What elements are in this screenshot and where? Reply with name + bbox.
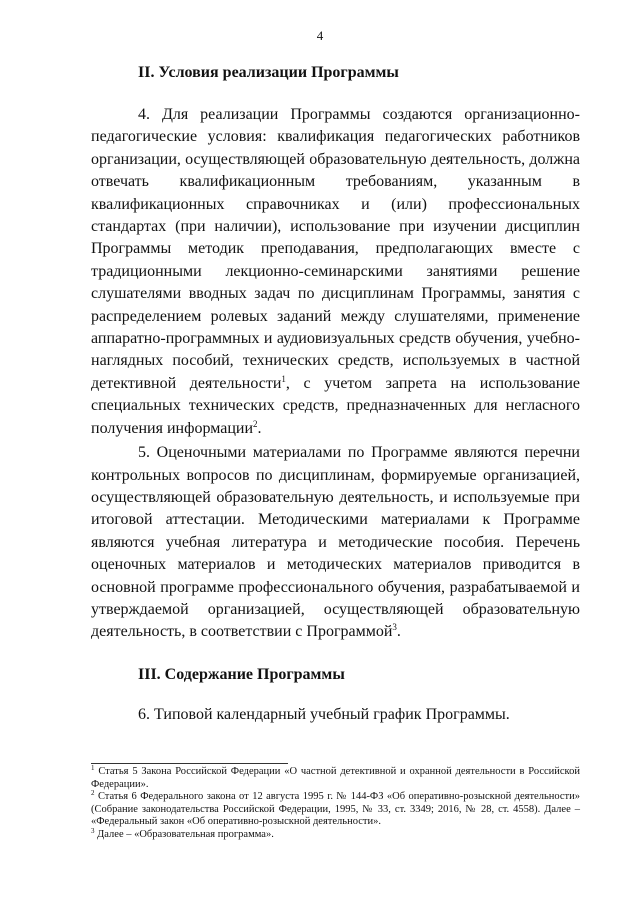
footnote-2-number: 2 [91,789,95,798]
paragraph-6: 6. Типовой календарный учебный график Программы. [138,705,510,723]
footnote-2 [91,791,580,829]
footnote-1-number: 1 [91,764,95,772]
footnote-ref-2[interactable]: 2 [253,418,258,429]
footnote-3 [91,826,580,842]
paragraph-4 [91,104,580,440]
paragraph-4-text-cont: , с учетом запрета на использование специальных технических средств, предназначенных для негласного получения информации [91,374,580,437]
footnotes [91,766,580,842]
footnote-ref-3[interactable]: 3 [392,622,397,633]
footnote-2-text: Статья 6 Федерального закона от 12 августа 1995 г. № 144-ФЗ «Об оперативно-розыскной деятельности» (Собрание законодательства Российской Федерации, 1995, № 33, ст. 3349; 2016, № 28, ст. 4558). Далее – «Федеральный закон «Об оперативно-розыскной деятельности». [91,791,580,828]
document-body [91,60,580,726]
footnote-1 [91,766,580,791]
footnote-ref-1[interactable]: 1 [281,373,286,384]
paragraph-4-end: . [257,419,262,437]
paragraph-5-end: . [396,623,401,641]
footnote-1-text: Статья 5 Закона Российской Федерации «О частной детективной и охранной деятельности в Российской Федерации». [91,766,580,790]
footnote-3-number: 3 [91,826,95,835]
paragraph-5 [91,442,580,644]
section-heading-content: III. Содержание Программы [138,665,345,683]
section-heading-conditions: II. Условия реализации Программы [138,64,399,81]
paragraph-5-text: 5. Оценочными материалами по Программе являются перечни контрольных вопросов по дисциплинам, формируемые организацией, осуществляющей образовательную деятельность, и используемые при итоговой аттестации. Методическими материалами к Программе являются учебная литература и методические пособия. Перечень оценочных материалов и методических материалов приводится в основной программе профессионального обучения, разрабатываемой и утверждаемой организацией, осуществляющей образовательную деятельность, в соответствии с Программой [91,444,580,641]
footnote-separator [91,763,288,764]
page-number: 4 [316,28,324,43]
footnote-3-text: Далее – «Образовательная программа». [94,828,274,840]
paragraph-4-text: 4. Для реализации Программы создаются организационно-педагогические условия: квалификация педагогических работников организации, осуществляющей образовательную деятельность, должна отвечать квалификационным требованиям, указанным в квалификационных справочниках и (или) профессиональных стандартах (при наличии), использование при изучении дисциплин Программы методик преподавания, предполагающих вместе с традиционными лекционно-семинарскими занятиями решение слушателями вводных задач по дисциплинам Программы, занятия с распределением ролевых заданий между слушателями, применение аппаратно-программных и аудиовизуальных средств обучения, учебно-наглядных пособий, технических средств, используемых в частной детективной деятельности [91,106,580,392]
